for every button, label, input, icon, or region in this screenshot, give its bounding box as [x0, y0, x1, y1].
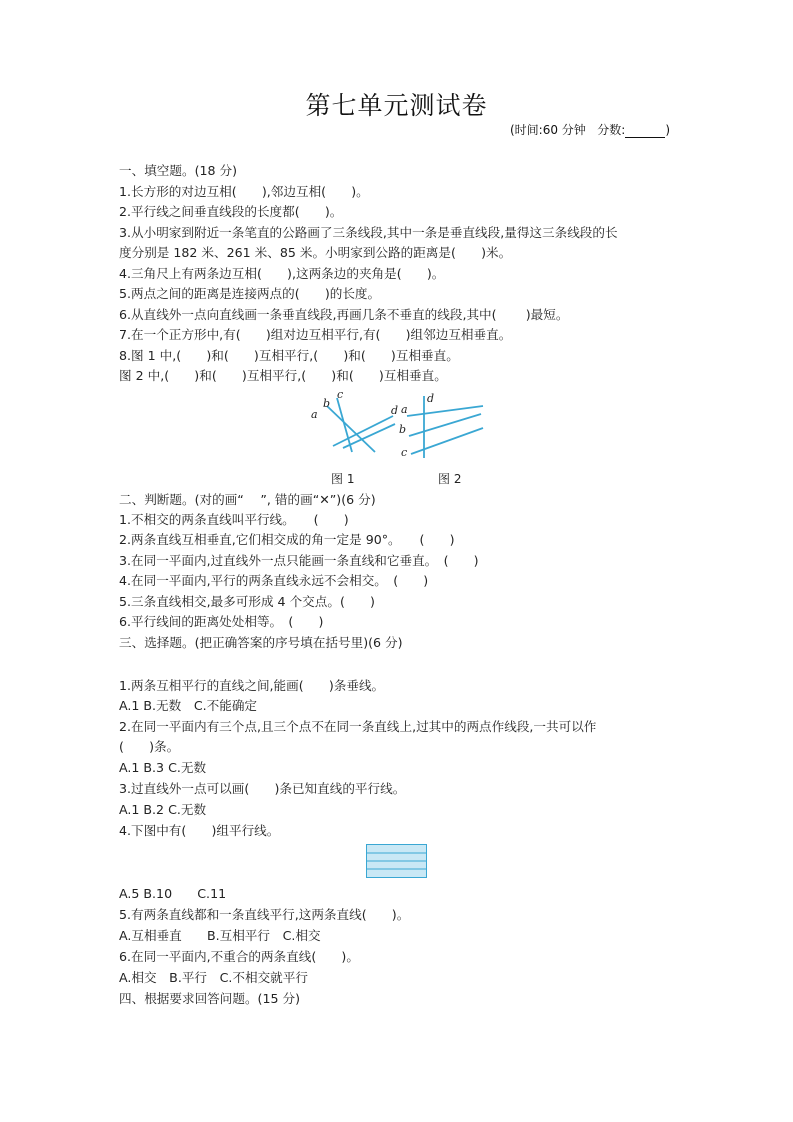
choice-line: 1.两条互相平行的直线之间,能画( )条垂线。: [119, 678, 385, 693]
figure-2-label: 图 2: [438, 472, 462, 486]
choice-line: 4.下图中有( )组平行线。: [119, 823, 280, 838]
fig1-letter: d: [391, 404, 399, 417]
judge-line: 3.在同一平面内,过直线外一点只能画一条直线和它垂直。 ( ): [119, 553, 479, 568]
choice-line: A.1 B.3 C.无数: [119, 760, 207, 775]
figure-2: [393, 388, 488, 462]
fig1-letter: c: [337, 388, 344, 401]
section-3-heading: 三、选择题。(把正确答案的序号填在括号里)(6 分): [119, 635, 403, 650]
fig2-letter: b: [399, 423, 407, 436]
parallel-lines-figure: [366, 844, 427, 878]
choice-line: 3.过直线外一点可以画( )条已知直线的平行线。: [119, 781, 406, 796]
score-label: 分数:: [597, 123, 626, 137]
choice-line: 5.有两条直线都和一条直线平行,这两条直线( )。: [119, 907, 410, 922]
section-4-heading: 四、根据要求回答问题。(15 分): [119, 991, 300, 1006]
fig2-letter: a: [401, 403, 408, 416]
choice-line: A.相交 B.平行 C.不相交就平行: [119, 970, 308, 985]
fig2-line-a: [407, 406, 483, 416]
question-line: 8.图 1 中,( )和( )互相平行,( )和( )互相垂直。: [119, 348, 459, 363]
question-line: 4.三角尺上有两条边互相( ),这两条边的夹角是( )。: [119, 266, 445, 281]
question-line: 3.从小明家到附近一条笔直的公路画了三条线段,其中一条是垂直线段,量得这三条线段的长: [119, 225, 618, 240]
judge-line: 5.三条直线相交,最多可形成 4 个交点。( ): [119, 594, 375, 609]
choice-line: A.5 B.10 C.11: [119, 886, 227, 901]
section-1-heading: 一、填空题。(18 分): [119, 163, 238, 178]
time-label: (时间:60 分钟: [510, 123, 586, 137]
question-line: 1.长方形的对边互相( ),邻边互相( )。: [119, 184, 369, 199]
judge-line: 2.两条直线互相垂直,它们相交成的角一定是 90°。 ( ): [119, 532, 455, 547]
judge-line: 1.不相交的两条直线叫平行线。 ( ): [119, 512, 349, 527]
choice-line: ( )条。: [119, 739, 180, 754]
choice-line: 6.在同一平面内,不重合的两条直线( )。: [119, 949, 359, 964]
exam-meta: [510, 121, 670, 138]
fig2-letter: d: [427, 392, 435, 405]
question-line: 6.从直线外一点向直线画一条垂直线段,再画几条不垂直的线段,其中( )最短。: [119, 307, 569, 322]
choice-line: A.1 B.2 C.无数: [119, 802, 207, 817]
judge-line: 4.在同一平面内,平行的两条直线永远不会相交。 ( ): [119, 573, 429, 588]
fig1-letter: b: [323, 397, 331, 410]
choice-line: 2.在同一平面内有三个点,且三个点不在同一条直线上,过其中的两点作线段,一共可以作: [119, 719, 597, 734]
question-line: 度分别是 182 米、261 米、85 米。小明家到公路的距离是( )米。: [119, 245, 512, 260]
page-title: 第七单元测试卷: [305, 91, 488, 120]
choice-line: A.互相垂直 B.互相平行 C.相交: [119, 928, 321, 943]
judge-line: 6.平行线间的距离处处相等。 ( ): [119, 614, 324, 629]
choice-line: A.1 B.无数 C.不能确定: [119, 698, 258, 713]
score-blank: [625, 125, 665, 138]
question-line: 图 2 中,( )和( )互相平行,( )和( )互相垂直。: [119, 368, 447, 383]
meta-close: ): [665, 123, 670, 137]
question-line: 5.两点之间的距离是连接两点的( )的长度。: [119, 286, 381, 301]
section-2-heading: 二、判断题。(对的画“ ”, 错的画“✕”)(6 分): [119, 492, 376, 507]
fig2-letter: c: [401, 446, 408, 459]
fig1-letter: a: [311, 408, 318, 421]
question-line: 7.在一个正方形中,有( )组对边互相平行,有( )组邻边互相垂直。: [119, 327, 512, 342]
question-line: 2.平行线之间垂直线段的长度都( )。: [119, 204, 343, 219]
figure-1-label: 图 1: [331, 472, 355, 486]
figure-1: [305, 388, 400, 462]
